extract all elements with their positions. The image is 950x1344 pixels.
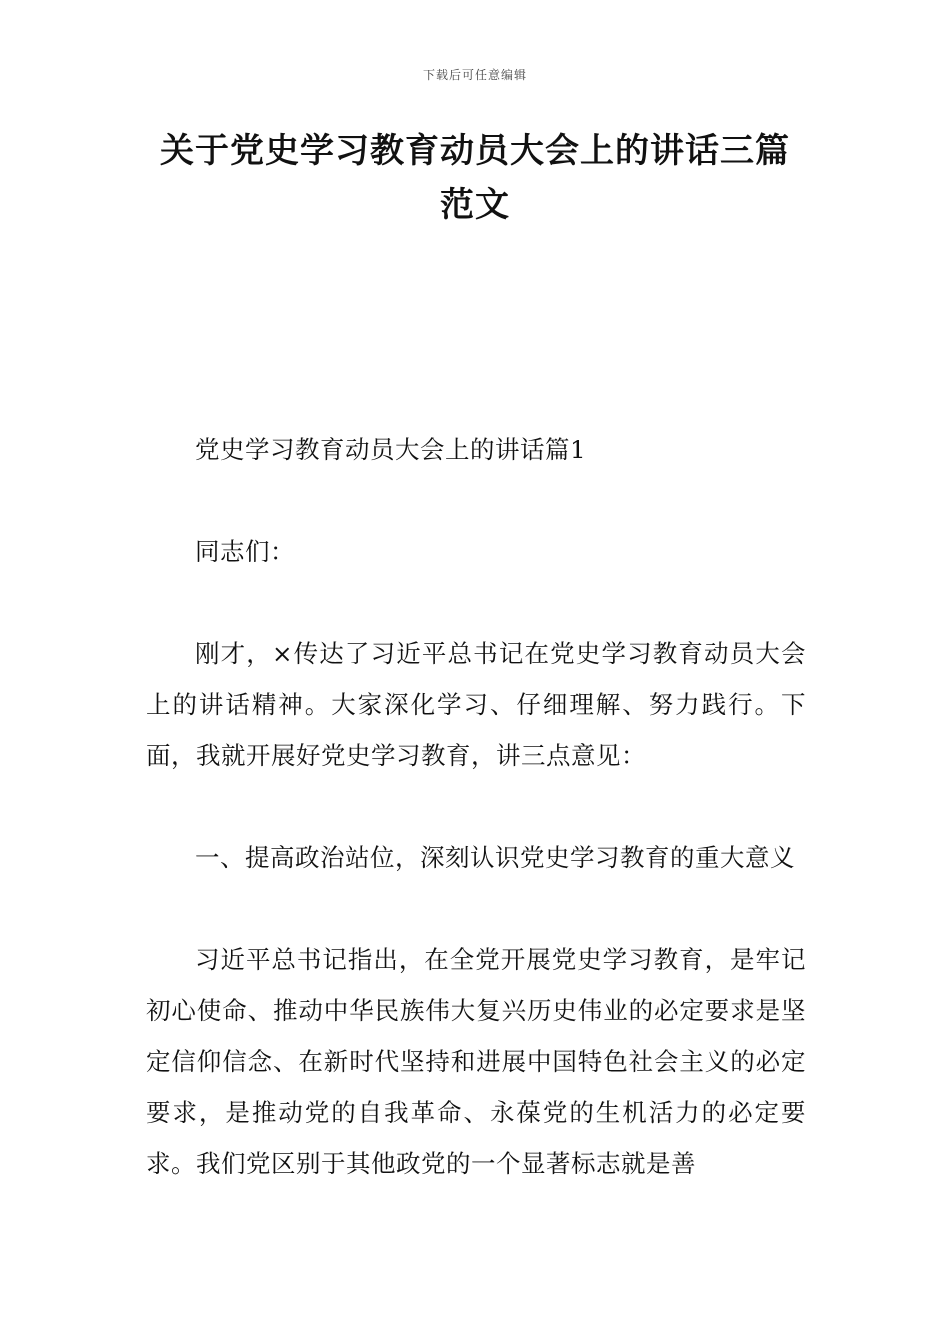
- paragraph: 刚才，×传达了习近平总书记在党史学习教育动员大会上的讲话精神。大家深化学习、仔细理解、努力践行。下面，我就开展好党史学习教育，讲三点意见：: [146, 639, 806, 770]
- paragraph-gap: [146, 577, 806, 628]
- paragraph: 习近平总书记指出，在全党开展党史学习教育，是牢记初心使命、推动中华民族伟大复兴历史伟业的必定要求是坚定信仰信念、在新时代坚持和进展中国特色社会主义的必定要求，是推动党的自我革命、永葆党的生机活力的必定要求。我们党区别于其他政党的一个显著标志就是善: [146, 945, 806, 1178]
- paragraph-gap: [146, 883, 806, 934]
- paragraph-gap: [146, 781, 806, 832]
- title-line-1: 关于党史学习教育动员大会上的讲话三篇: [160, 131, 790, 171]
- watermark-text: 下载后可任意编辑: [422, 68, 527, 82]
- paragraph-gap: [146, 475, 806, 526]
- title-line-2: 范文: [440, 185, 510, 225]
- page-title: [130, 124, 820, 232]
- salutation: 同志们：: [195, 537, 295, 566]
- subheading: 一、提高政治站位，深刻认识党史学习教育的重大意义: [195, 843, 795, 872]
- section-heading: 党史学习教育动员大会上的讲话篇1: [195, 435, 587, 464]
- document-body: [146, 424, 806, 1189]
